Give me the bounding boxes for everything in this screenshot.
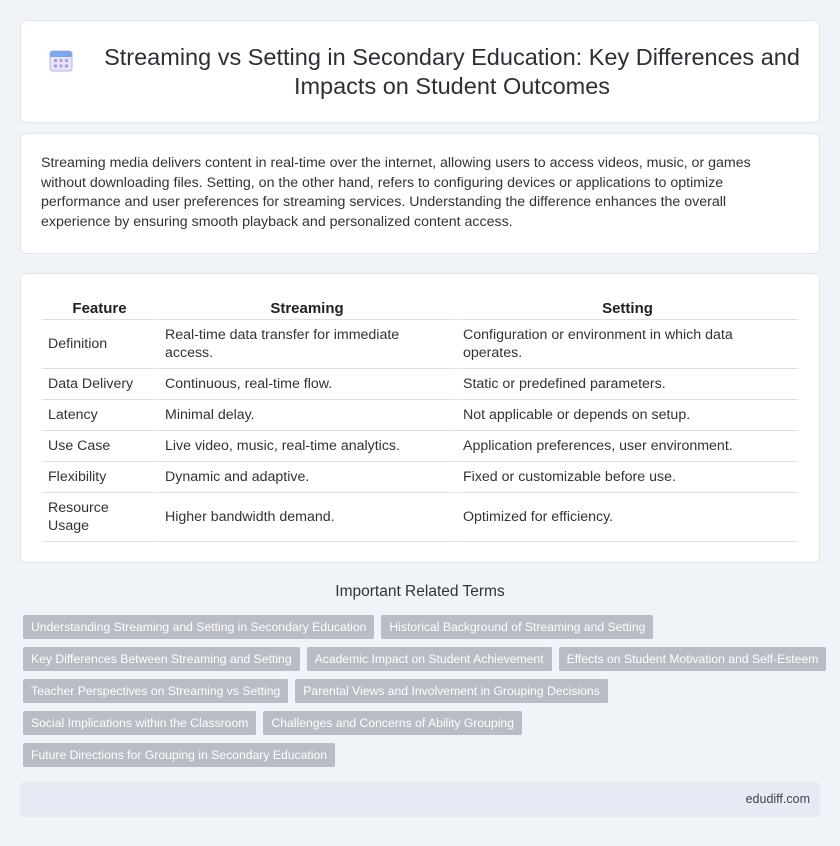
table-cell: Live video, music, real-time analytics. <box>157 431 455 462</box>
intro-card <box>20 133 820 254</box>
related-term-tag[interactable]: Effects on Student Motivation and Self-Esteem <box>559 647 827 671</box>
table-cell: Flexibility <box>42 462 157 493</box>
table-header: Streaming <box>157 296 455 320</box>
table-cell: Fixed or customizable before use. <box>455 462 798 493</box>
page-title: Streaming vs Setting in Secondary Education: Key Differences and Impacts on Student Outcomes <box>104 43 800 99</box>
table-cell: Not applicable or depends on setup. <box>455 400 798 431</box>
table-header: Setting <box>455 296 798 320</box>
table-cell: Definition <box>42 320 157 369</box>
site-name[interactable]: edudiff.com <box>745 792 810 806</box>
table-cell: Resource Usage <box>42 493 157 542</box>
table-cell: Application preferences, user environment. <box>455 431 798 462</box>
related-terms-heading: Important Related Terms <box>335 583 505 600</box>
footer <box>20 782 820 817</box>
table-row <box>42 320 798 369</box>
related-term-tag[interactable]: Future Directions for Grouping in Secondary Education <box>23 743 335 767</box>
related-term-tag[interactable]: Social Implications within the Classroom <box>23 711 256 735</box>
table-cell: Optimized for efficiency. <box>455 493 798 542</box>
table-row <box>42 462 798 493</box>
table-row <box>42 493 798 542</box>
table-cell: Data Delivery <box>42 369 157 400</box>
related-term-tag[interactable]: Academic Impact on Student Achievement <box>307 647 552 671</box>
table-cell: Higher bandwidth demand. <box>157 493 455 542</box>
related-term-tag[interactable]: Key Differences Between Streaming and Setting <box>23 647 300 671</box>
related-term-tag[interactable]: Historical Background of Streaming and Setting <box>381 615 653 639</box>
table-cell: Use Case <box>42 431 157 462</box>
table-header: Feature <box>42 296 157 320</box>
table-row <box>42 369 798 400</box>
table-cell: Configuration or environment in which data operates. <box>455 320 798 369</box>
related-terms-list <box>23 615 823 775</box>
intro-paragraph: Streaming media delivers content in real-time over the internet, allowing users to access videos, music, or games without downloading files. Setting, on the other hand, refers to configuring devices or applications to optimize performance and user preferences for streaming services. Understanding the difference enhances the overall experience by ensuring smooth playback and personalized content access. <box>41 155 751 230</box>
table-cell: Dynamic and adaptive. <box>157 462 455 493</box>
table-row <box>42 400 798 431</box>
table-cell: Continuous, real-time flow. <box>157 369 455 400</box>
table-cell: Real-time data transfer for immediate access. <box>157 320 455 369</box>
comparison-table <box>42 296 798 542</box>
table-cell: Latency <box>42 400 157 431</box>
related-term-tag[interactable]: Parental Views and Involvement in Grouping Decisions <box>295 679 608 703</box>
table-cell: Minimal delay. <box>157 400 455 431</box>
related-term-tag[interactable]: Understanding Streaming and Setting in Secondary Education <box>23 615 374 639</box>
table-cell: Static or predefined parameters. <box>455 369 798 400</box>
table-row <box>42 431 798 462</box>
title-card <box>20 20 820 123</box>
related-term-tag[interactable]: Challenges and Concerns of Ability Grouping <box>263 711 522 735</box>
comparison-card <box>20 273 820 563</box>
related-term-tag[interactable]: Teacher Perspectives on Streaming vs Setting <box>23 679 288 703</box>
table-header-row <box>42 296 798 320</box>
